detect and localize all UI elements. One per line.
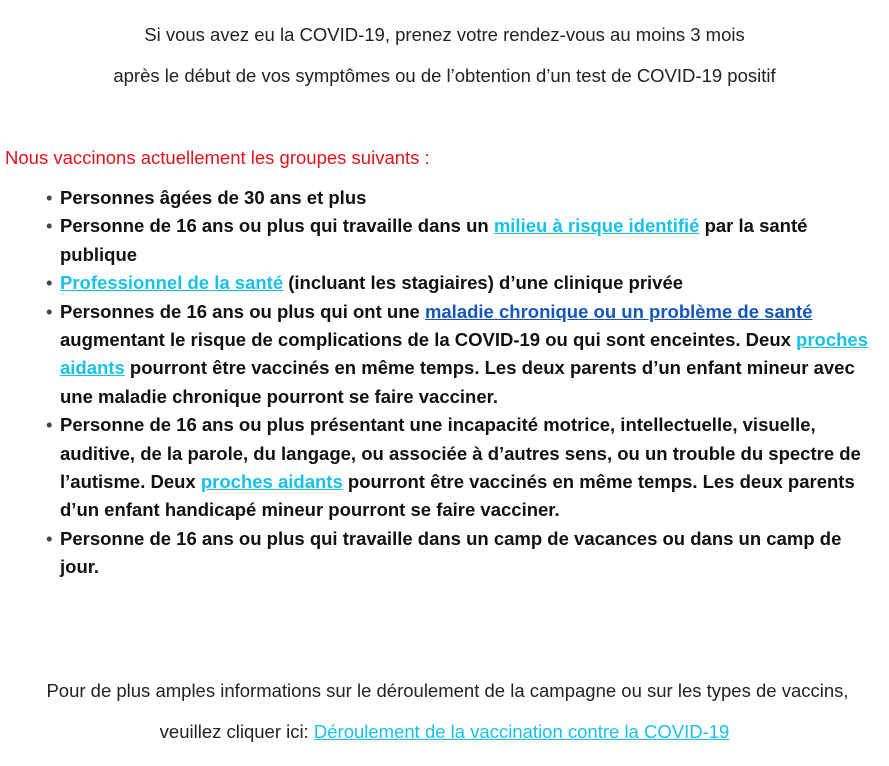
item-text: pourront être vaccinés en même temps. Les deux parents d’un enfant handicapé mineur pourront se faire vacciner. [60, 471, 855, 521]
list-item-health-professional [44, 269, 874, 297]
intro-line-1: Si vous avez eu la COVID-19, prenez votre rendez-vous au moins 3 mois [144, 24, 745, 45]
footer-prefix: veuillez cliquer ici: [159, 721, 314, 742]
link-professionnel-sante[interactable]: Professionnel de la santé [60, 272, 284, 294]
item-text: Personnes âgées de 30 ans et plus [60, 187, 367, 208]
groups-heading: Nous vaccinons actuellement les groupes suivants : [5, 147, 430, 168]
list-item-risk-workplace [44, 212, 874, 269]
item-text: Personne de 16 ans ou plus qui travaille dans un [60, 215, 494, 237]
list-item-camp-worker [44, 525, 874, 582]
item-text: Personne de 16 ans ou plus présentant une incapacité motrice, intellectuelle, visuelle, auditive, de la parole, du langage, ou associée à d’autres sens, ou un trouble du spectre de l’autisme. Deux [60, 414, 861, 493]
list-item-disability [44, 411, 874, 525]
item-text: augmentant le risque de complications de la COVID-19 ou qui sont enceintes. Deux [60, 329, 797, 351]
item-text: pourront être vaccinés en même temps. Les deux parents d’un enfant mineur avec une maladie chronique pourront se faire vacciner. [60, 357, 855, 407]
link-deroulement-vaccination[interactable]: Déroulement de la vaccination contre la COVID-19 [313, 721, 730, 742]
item-text: par la santé publique [60, 215, 808, 265]
eligible-groups-list [44, 184, 874, 582]
link-maladie-chronique[interactable]: maladie chronique ou un problème de santé [424, 300, 813, 322]
item-text: Personnes de 16 ans ou plus qui ont une [60, 300, 425, 322]
item-text: (incluant les stagiaires) d’une clinique privée [283, 272, 684, 294]
intro-line-2: après le début de vos symptômes ou de l’obtention d’un test de COVID-19 positif [113, 65, 776, 86]
link-proches-aidants[interactable]: proches aidants [200, 471, 343, 493]
footer-line-2 [0, 711, 889, 752]
list-item-age-30 [44, 184, 874, 212]
link-proches-aidants[interactable]: proches aidants [60, 329, 869, 379]
list-item-chronic-illness [44, 298, 874, 412]
footer-line-1: Pour de plus amples informations sur le déroulement de la campagne ou sur les types de vaccins, [46, 680, 849, 701]
link-milieu-a-risque[interactable]: milieu à risque identifié [493, 215, 700, 237]
item-text: Personne de 16 ans ou plus qui travaille dans un camp de vacances ou dans un camp de jour. [60, 527, 842, 578]
